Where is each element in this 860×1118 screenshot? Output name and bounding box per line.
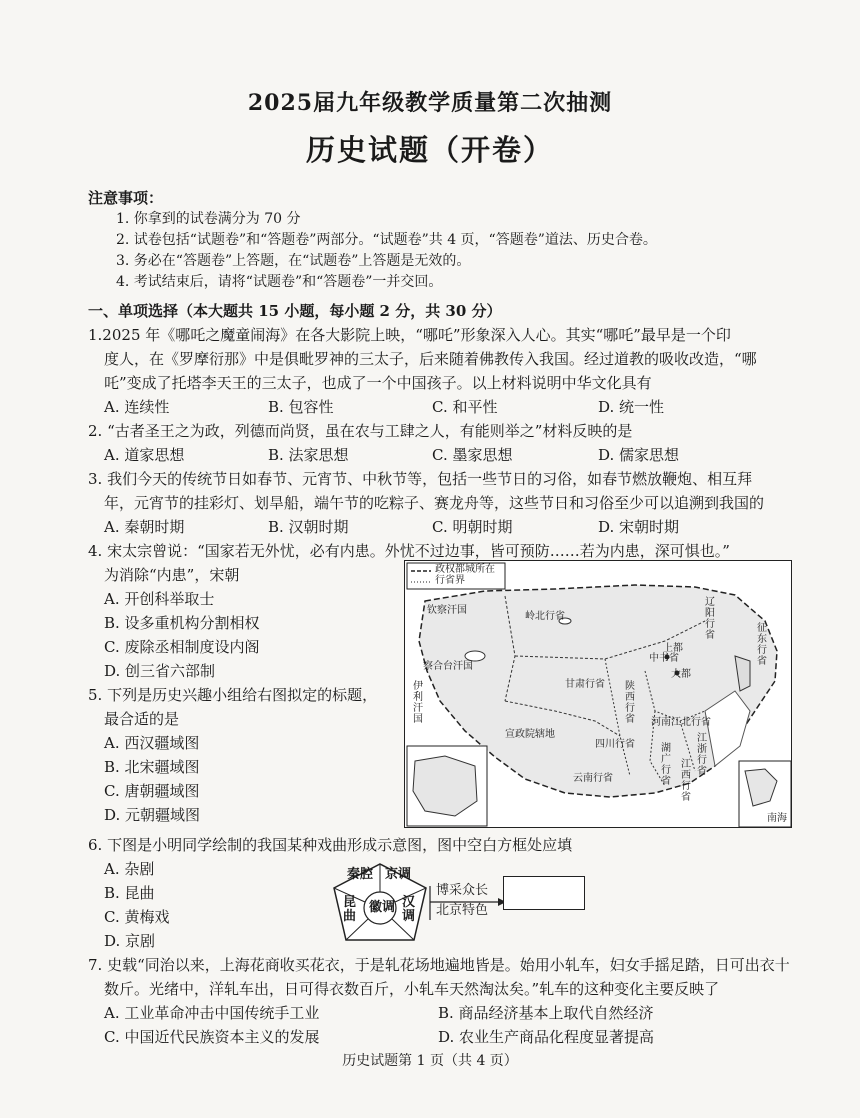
opera-jingdiao: 京调 [385, 867, 412, 882]
question-text: 4. 宋太宗曾说：“国家若无外忧，必有内患。外忧不过边事，皆可预防……若为内患，深可惧也。” [88, 542, 730, 560]
option-c[interactable]: C. 废除丞相制度设内阁 [104, 638, 260, 656]
map-label: 河南江北行省 [651, 717, 711, 728]
opera-huidiao: 徽调 [369, 900, 396, 915]
map-label: 四川行省 [595, 739, 635, 750]
map-label: 云南行省 [573, 773, 613, 784]
option-c[interactable]: C. 墨家思想 [432, 446, 513, 464]
option-a[interactable]: A. 杂剧 [104, 860, 155, 878]
opera-kunqu: 昆曲 [343, 895, 357, 924]
question-text: 1.2025 年《哪吒之魔童闹海》在各大影院上映，“哪吒”形象深入人心。其实“哪吒”最早是一个印 [88, 326, 731, 344]
question-text: 吒”变成了托塔李天王的三太子，也成了一个中国孩子。以上材料说明中华文化具有 [104, 374, 652, 392]
question-text: 7. 史载“同治以来，上海花商收买花衣，于是轧花场地遍地皆是。始用小轧车，妇女手摇足踏，日可出衣十 [88, 956, 790, 974]
map-legend-capital: 政权都城所在 [435, 564, 495, 575]
exam-title: 2025届九年级教学质量第二次抽测 [247, 90, 613, 116]
option-b[interactable]: B. 汉朝时期 [268, 518, 349, 536]
option-b[interactable]: B. 商品经济基本上取代自然经济 [438, 1004, 654, 1022]
map-label: 宣政院辖地 [505, 729, 555, 740]
map-label: 江浙行省 [697, 733, 707, 777]
blank-answer-box [503, 876, 585, 910]
map-label: 南海 [767, 813, 787, 824]
option-a[interactable]: A. 道家思想 [104, 446, 185, 464]
question-text: 最合适的是 [104, 710, 180, 728]
map-label: 上都 [663, 643, 683, 654]
option-a[interactable]: A. 连续性 [104, 398, 170, 416]
map-label: 江西行省 [681, 759, 691, 803]
option-c[interactable]: C. 中国近代民族资本主义的发展 [104, 1028, 320, 1046]
map-label: 钦察汗国 [427, 605, 467, 616]
notice-item: 3. 务必在“答题卷”上答题，在“试题卷”上答题是无效的。 [116, 253, 471, 269]
section-heading: 一、单项选择（本大题共 15 小题，每小题 2 分，共 30 分） [88, 302, 502, 320]
opera-annotation-2: 北京特色 [436, 903, 489, 918]
question-text: 度人，在《罗摩衍那》中是俱毗罗神的三太子，后来随着佛教传入我国。经过道教的吸收改造，“哪 [104, 350, 757, 368]
map-label: 陕西行省 [625, 681, 635, 725]
opera-qinqiang: 秦腔 [347, 867, 374, 882]
option-d[interactable]: D. 创三省六部制 [104, 662, 216, 680]
yuan-territory-map [404, 560, 792, 828]
map-drawing [405, 561, 791, 827]
option-d[interactable]: D. 统一性 [598, 398, 665, 416]
notice-item: 1. 你拿到的试卷满分为 70 分 [116, 211, 301, 227]
opera-handiao: 汉调 [402, 895, 416, 924]
option-c[interactable]: C. 黄梅戏 [104, 908, 170, 926]
option-c[interactable]: C. 明朝时期 [432, 518, 513, 536]
map-label: 甘肃行省 [565, 679, 605, 690]
option-d[interactable]: D. 儒家思想 [598, 446, 680, 464]
map-label: 辽阳行省 [705, 597, 715, 641]
map-label: 大都 [671, 669, 691, 680]
map-label: 察合台汗国 [423, 661, 473, 672]
map-legend-boundary: 行省界 [435, 575, 465, 586]
option-d[interactable]: D. 农业生产商品化程度显著提高 [438, 1028, 655, 1046]
question-text: 为消除“内患”，宋朝 [104, 566, 240, 584]
opera-annotation-1: 博采众长 [436, 883, 489, 898]
question-text: 5. 下列是历史兴趣小组给右图拟定的标题， [88, 686, 378, 704]
exam-subtitle: 历史试题（开卷） [305, 133, 554, 167]
map-label: 湖广行省 [661, 743, 671, 787]
option-a[interactable]: A. 秦朝时期 [104, 518, 185, 536]
option-a[interactable]: A. 开创科举取士 [104, 590, 215, 608]
option-d[interactable]: D. 元朝疆域图 [104, 806, 201, 824]
option-b[interactable]: B. 昆曲 [104, 884, 155, 902]
option-b[interactable]: B. 北宋疆域图 [104, 758, 200, 776]
page-footer: 历史试题第 1 页（共 4 页） [342, 1053, 518, 1069]
option-d[interactable]: D. 宋朝时期 [598, 518, 680, 536]
map-label: 伊利汗国 [413, 681, 423, 725]
option-b[interactable]: B. 包容性 [268, 398, 334, 416]
option-d[interactable]: D. 京剧 [104, 932, 156, 950]
notice-item: 4. 考试结束后，请将“试题卷”和“答题卷”一并交回。 [116, 274, 443, 290]
question-text: 6. 下图是小明同学绘制的我国某种戏曲形成示意图，图中空白方框处应填 [88, 836, 573, 854]
option-c[interactable]: C. 和平性 [432, 398, 498, 416]
notice-item: 2. 试卷包括“试题卷”和“答题卷”两部分。“试题卷”共 4 页，“答题卷”道法、历史合卷。 [116, 232, 657, 248]
question-text: 3. 我们今天的传统节日如春节、元宵节、中秋节等，包括一些节日的习俗，如春节燃放鞭炮、相互拜 [88, 470, 753, 488]
question-text: 年，元宵节的挂彩灯、划旱船，端午节的吃粽子、赛龙舟等，这些节日和习俗至少可以追溯到我国的 [104, 494, 765, 512]
option-a[interactable]: A. 西汉疆域图 [104, 734, 200, 752]
map-label: 中书省 [649, 653, 679, 664]
map-label: 征东行省 [757, 623, 767, 667]
question-text: 2. “古者圣王之为政，列德而尚贤，虽在农与工肆之人，有能则举之”材料反映的是 [88, 422, 633, 440]
notice-heading: 注意事项： [88, 189, 164, 207]
map-label: 岭北行省 [525, 611, 565, 622]
option-b[interactable]: B. 法家思想 [268, 446, 349, 464]
option-b[interactable]: B. 设多重机构分割相权 [104, 614, 260, 632]
question-text: 数斤。光绪中，洋轧车出，日可得衣数百斤，小轧车天然淘汰矣。”轧车的这种变化主要反映了 [104, 980, 720, 998]
option-c[interactable]: C. 唐朝疆域图 [104, 782, 200, 800]
option-a[interactable]: A. 工业革命冲击中国传统手工业 [104, 1004, 320, 1022]
